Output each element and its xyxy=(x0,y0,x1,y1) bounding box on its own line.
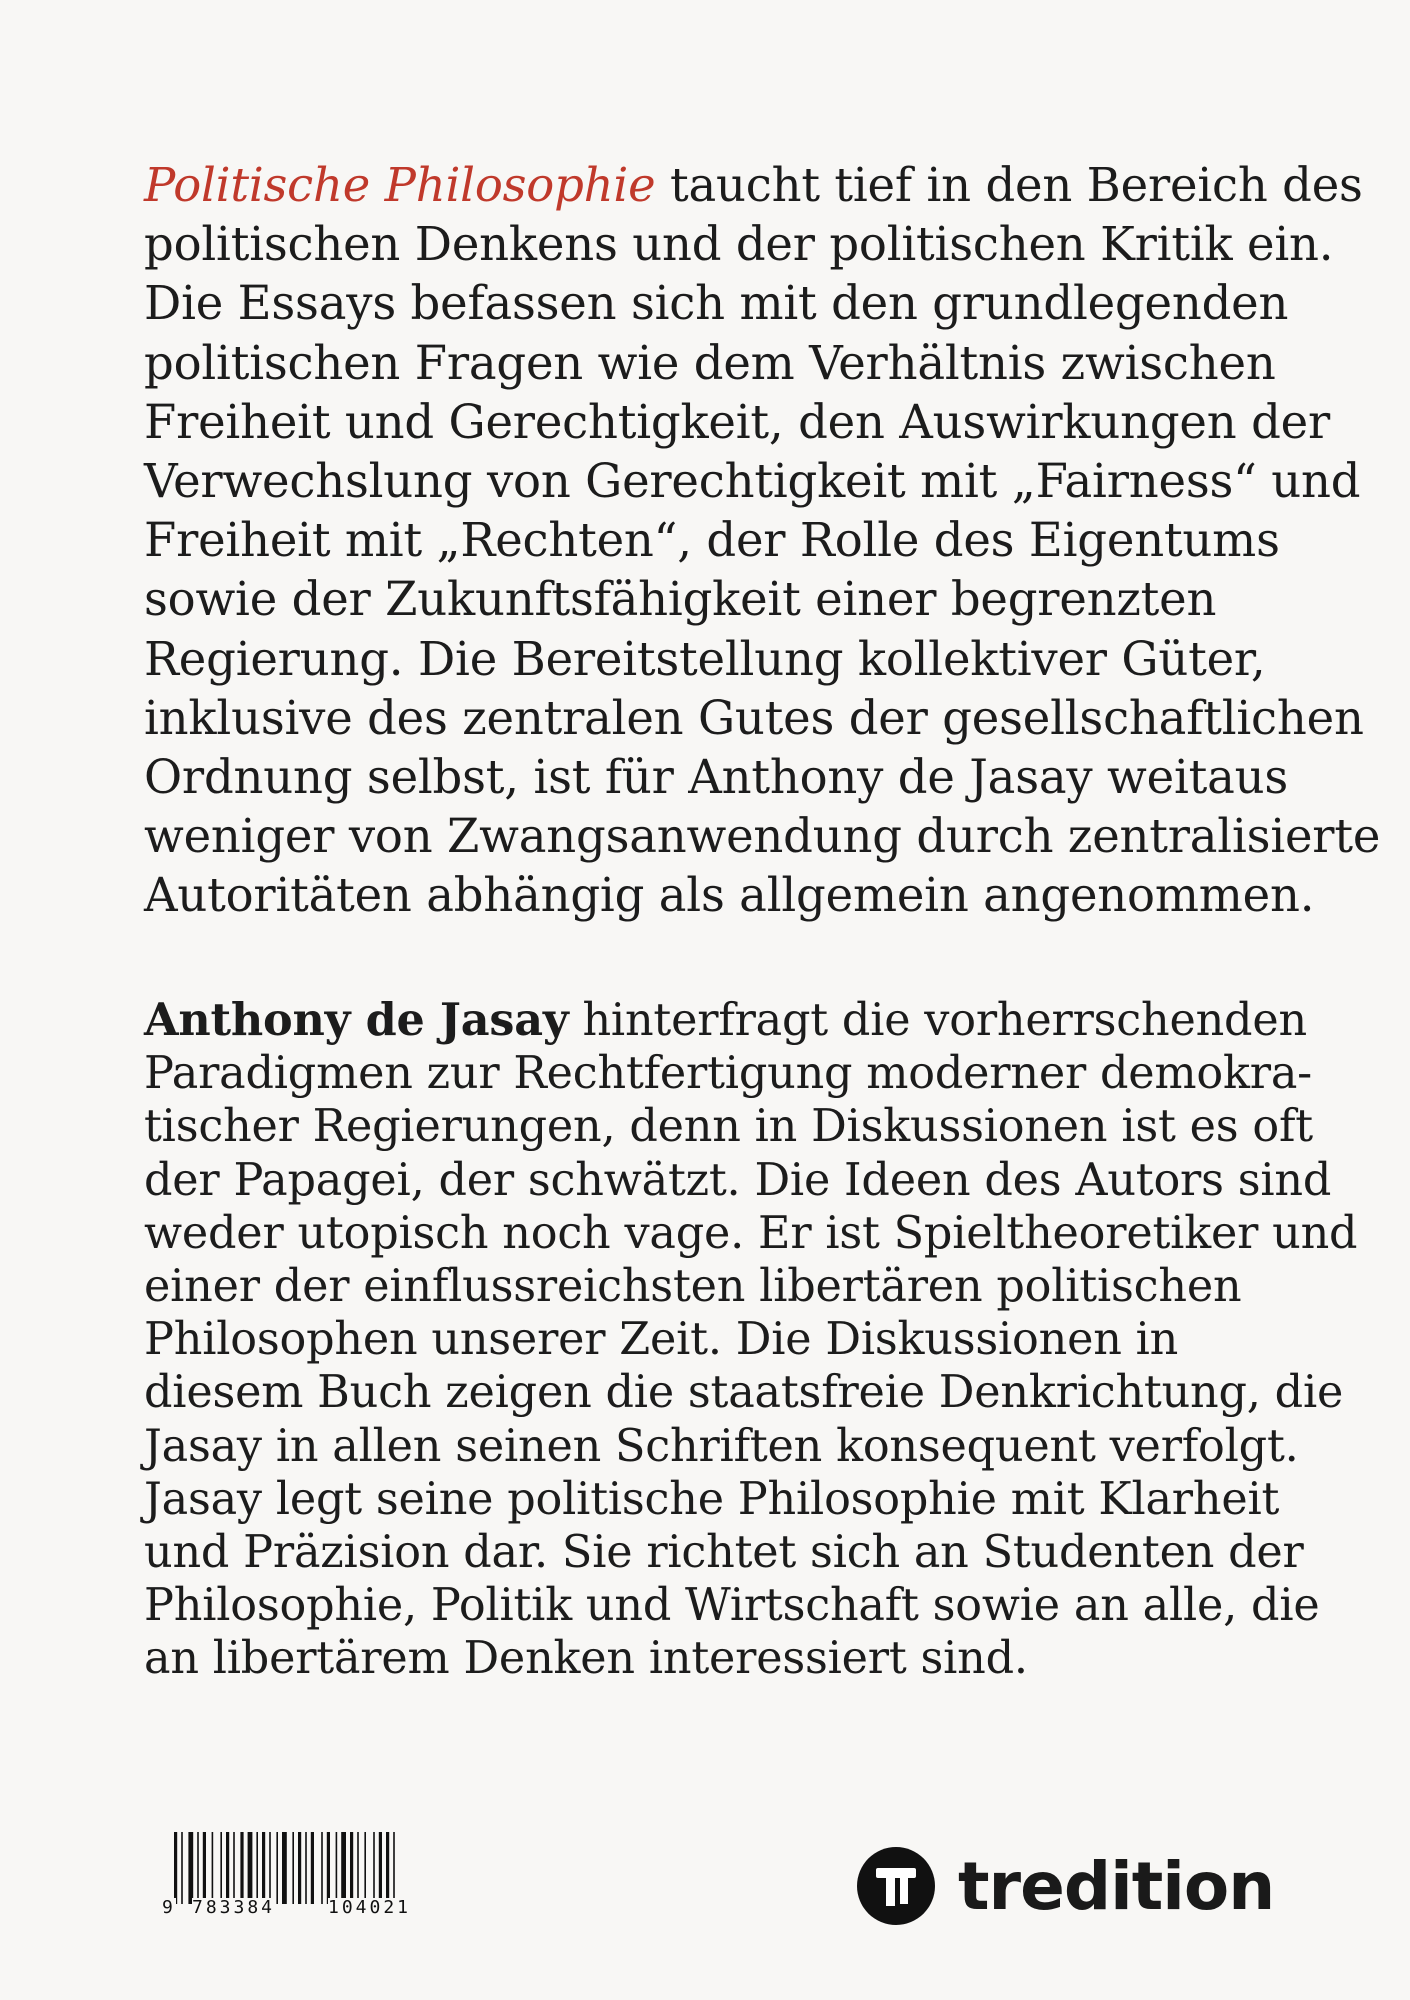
isbn-left-digits: 783384 xyxy=(192,1897,276,1918)
author-name: Anthony de Jasay xyxy=(144,994,569,1046)
author-line: tischer Regierungen, denn in Diskussionen ist es oft xyxy=(144,1101,1313,1153)
author-line: Philosophen unserer Zeit. Die Diskussionen in xyxy=(144,1314,1179,1366)
description-line: Autoritäten abhängig als allgemein angenommen. xyxy=(144,868,1315,923)
author-line: diesem Buch zeigen die staatsfreie Denkrichtung, die xyxy=(144,1367,1344,1419)
author-line: Philosophie, Politik und Wirtschaft sowie an alle, die xyxy=(144,1580,1320,1632)
author-line: Jasay in allen seinen Schriften konsequent verfolgt. xyxy=(144,1420,1299,1472)
isbn-right-digits: 104021 xyxy=(328,1897,412,1918)
description-line: Freiheit und Gerechtigkeit, den Auswirkungen der xyxy=(144,394,1330,449)
description-line: Die Essays befassen sich mit den grundlegenden xyxy=(144,276,1289,331)
author-line: der Papagei, der schwätzt. Die Ideen des Autors sind xyxy=(144,1154,1332,1206)
description-line: sowie der Zukunftsfähigkeit einer begrenzten xyxy=(144,572,1217,627)
author-line: Jasay legt seine politische Philosophie mit Klarheit xyxy=(144,1473,1280,1525)
publisher-name: tredition xyxy=(958,1847,1275,1925)
description-line: politischen Denkens und der politischen Kritik ein. xyxy=(144,217,1334,272)
description-line: Regierung. Die Bereitstellung kollektiver Güter, xyxy=(144,631,1266,686)
description-paragraph xyxy=(144,156,1381,926)
author-line: Paradigmen zur Rechtfertigung moderner demokra- xyxy=(144,1048,1312,1100)
author-line: und Präzision dar. Sie richtet sich an Studenten der xyxy=(144,1527,1304,1579)
description-line-text: taucht tief in den Bereich des xyxy=(655,158,1363,212)
author-line-text: hinterfragt die vorherrschenden xyxy=(568,995,1307,1046)
isbn-first-digit: 9 xyxy=(162,1897,176,1918)
author-line: weder utopisch noch vage. Er ist Spieltheoretiker und xyxy=(144,1207,1358,1259)
author-line: an libertärem Denken interessiert sind. xyxy=(144,1633,1028,1685)
description-line: inklusive des zentralen Gutes der gesellschaftlichen xyxy=(144,690,1364,745)
description-line: Freiheit mit „Rechten“, der Rolle des Eigentums xyxy=(144,513,1280,568)
book-title-phrase: Politische Philosophie xyxy=(144,158,656,212)
description-line xyxy=(144,156,1363,215)
author-line: einer der einflussreichsten libertären politischen xyxy=(144,1261,1242,1313)
description-line: weniger von Zwangsanwendung durch zentralisierte xyxy=(144,809,1381,864)
author-line xyxy=(144,994,1307,1047)
author-paragraph xyxy=(144,994,1358,1686)
isbn-barcode xyxy=(162,1832,462,1928)
description-line: politischen Fragen wie dem Verhältnis zwischen xyxy=(144,335,1276,390)
description-line: Ordnung selbst, ist für Anthony de Jasay weitaus xyxy=(144,750,1289,805)
publisher-logo xyxy=(856,1838,1274,1934)
tredition-logo-icon xyxy=(856,1846,936,1926)
description-line: Verwechslung von Gerechtigkeit mit „Fairness“ und xyxy=(144,454,1361,509)
